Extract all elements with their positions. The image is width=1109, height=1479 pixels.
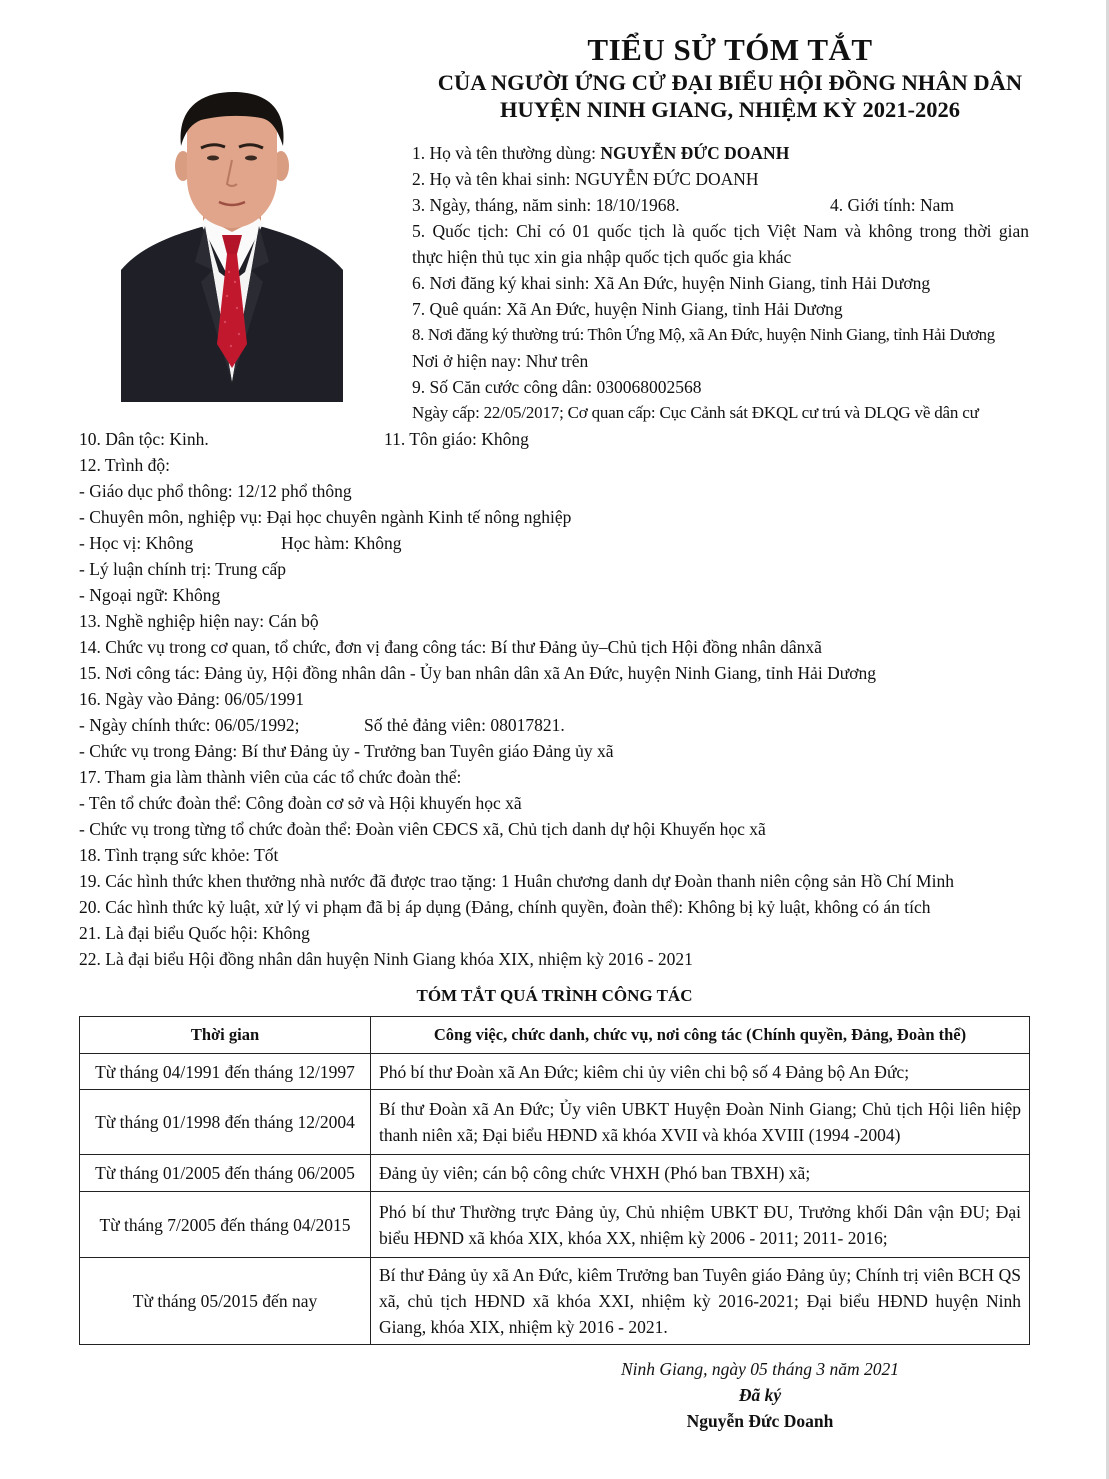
info-line-12c-degree: - Học vị: Không — [79, 533, 194, 553]
info-line-15: 15. Nơi công tác: Đảng ủy, Hội đồng nhân dân - Ủy ban nhân dân xã An Đức, huyện Ninh Giang, tỉnh Hải Dương — [79, 663, 876, 683]
info-line-13: 13. Nghề nghiệp hiện nay: Cán bộ — [79, 611, 319, 631]
table-row — [80, 1090, 1030, 1155]
info-line-8: 8. Nơi đăng ký thường trú: Thôn Ứng Mộ, xã An Đức, huyện Ninh Giang, tỉnh Hải Dương — [412, 325, 995, 344]
info-line-9: 9. Số Căn cước công dân: 030068002568 — [412, 377, 702, 397]
info-line-16a-date: - Ngày chính thức: 06/05/1992; — [79, 715, 300, 735]
document-subtitle-1: CỦA NGƯỜI ỨNG CỬ ĐẠI BIỂU HỘI ĐỒNG NHÂN DÂN — [437, 70, 1023, 95]
info-line-8b: Nơi ở hiện nay: Như trên — [412, 351, 589, 371]
full-name: NGUYỄN ĐỨC DOANH — [600, 143, 790, 163]
work-history-title: TÓM TẮT QUÁ TRÌNH CÔNG TÁC — [416, 986, 693, 1005]
description-cell: Bí thư Đoàn xã An Đức; Ủy viên UBKT Huyện Đoàn Ninh Giang; Chủ tịch Hội liên hiệp thanh niên xã; Đại biểu HĐND xã khóa XVII và khóa XVIII (1994 -2004) — [371, 1090, 1030, 1155]
info-line-20: 20. Các hình thức kỷ luật, xử lý vi phạm đã bị áp dụng (Đảng, chính quyền, đoàn thể): Không bị kỷ luật, không có án tích — [79, 897, 931, 917]
table-row — [80, 1155, 1030, 1192]
info-line-10: 10. Dân tộc: Kinh. — [79, 429, 209, 449]
table-row — [80, 1192, 1030, 1258]
signature-status: Đã ký — [738, 1385, 782, 1405]
info-line-12d: - Lý luận chính trị: Trung cấp — [79, 559, 287, 579]
signature-place-date: Ninh Giang, ngày 05 tháng 3 năm 2021 — [620, 1359, 900, 1379]
info-line-2: 2. Họ và tên khai sinh: NGUYỄN ĐỨC DOANH — [412, 169, 759, 189]
info-line-12: 12. Trình độ: — [79, 455, 170, 475]
info-line-5b: thực hiện thủ tục xin gia nhập quốc tịch quốc gia khác — [412, 247, 792, 267]
info-line-17: 17. Tham gia làm thành viên của các tổ chức đoàn thể: — [79, 767, 462, 787]
description-cell: Bí thư Đảng ủy xã An Đức, kiêm Trưởng ban Tuyên giáo Đảng ủy; Chính trị viên BCH QS xã, chủ tịch HĐND xã khóa XXI, nhiệm kỳ 2016-2021; Đại biểu HĐND huyện Ninh Giang, khóa XIX, nhiệm kỳ 2016 - 2021. — [371, 1258, 1030, 1345]
period-cell: Từ tháng 7/2005 đến tháng 04/2015 — [80, 1192, 371, 1258]
info-line-1 — [412, 142, 789, 164]
table-row — [80, 1258, 1030, 1345]
info-line-19: 19. Các hình thức khen thưởng nhà nước đã được trao tặng: 1 Huân chương danh dự Đoàn thanh niên cộng sản Hồ Chí Minh — [79, 871, 954, 891]
info-line-12a: - Giáo dục phổ thông: 12/12 phổ thông — [79, 481, 352, 501]
info-line-16b: - Chức vụ trong Đảng: Bí thư Đảng ủy - Trưởng ban Tuyên giáo Đảng ủy xã — [79, 741, 614, 761]
period-cell: Từ tháng 01/1998 đến tháng 12/2004 — [80, 1090, 371, 1155]
info-line-5a: 5. Quốc tịch: Chỉ có 01 quốc tịch là quốc tịch Việt Nam và không trong thời gian — [412, 221, 1029, 241]
info-line-11: 11. Tôn giáo: Không — [384, 429, 529, 449]
info-line-9b: Ngày cấp: 22/05/2017; Cơ quan cấp: Cục Cảnh sát ĐKQL cư trú và DLQG về dân cư — [412, 403, 979, 422]
info-line-12b: - Chuyên môn, nghiệp vụ: Đại học chuyên ngành Kinh tế nông nghiệp — [79, 507, 572, 527]
info-line-16: 16. Ngày vào Đảng: 06/05/1991 — [79, 689, 305, 709]
info-line-16a-card: Số thẻ đảng viên: 08017821. — [364, 715, 565, 735]
info-line-17a: - Tên tổ chức đoàn thể: Công đoàn cơ sở và Hội khuyến học xã — [79, 793, 522, 813]
period-cell: Từ tháng 04/1991 đến tháng 12/1997 — [80, 1054, 371, 1090]
info-line-18: 18. Tình trạng sức khỏe: Tốt — [79, 845, 279, 865]
description-cell: Phó bí thư Đoàn xã An Đức; kiêm chi ủy viên chi bộ số 4 Đảng bộ An Đức; — [371, 1054, 1030, 1090]
info-line-1-label: 1. Họ và tên thường dùng: — [412, 143, 601, 163]
column-header-description: Công việc, chức danh, chức vụ, nơi công tác (Chính quyền, Đảng, Đoàn thể) — [371, 1017, 1030, 1054]
work-history-table — [79, 1016, 1030, 1345]
info-line-12c-title: Học hàm: Không — [281, 533, 402, 553]
info-line-14: 14. Chức vụ trong cơ quan, tổ chức, đơn vị đang công tác: Bí thư Đảng ủy–Chủ tịch Hội đồng nhân dânxã — [79, 637, 822, 657]
signatory-name: Nguyễn Đức Doanh — [686, 1411, 834, 1431]
column-header-time: Thời gian — [80, 1017, 371, 1054]
period-cell: Từ tháng 05/2015 đến nay — [80, 1258, 371, 1345]
info-line-4: 4. Giới tính: Nam — [830, 195, 954, 215]
info-line-17b: - Chức vụ trong từng tổ chức đoàn thể: Đoàn viên CĐCS xã, Chủ tịch danh dự hội Khuyến học xã — [79, 819, 766, 839]
document-title: TIỂU SỬ TÓM TẮT — [587, 32, 873, 67]
info-line-21: 21. Là đại biểu Quốc hội: Không — [79, 923, 310, 943]
info-line-7: 7. Quê quán: Xã An Đức, huyện Ninh Giang, tỉnh Hải Dương — [412, 299, 843, 319]
period-cell: Từ tháng 01/2005 đến tháng 06/2005 — [80, 1155, 371, 1192]
info-line-22: 22. Là đại biểu Hội đồng nhân dân huyện Ninh Giang khóa XIX, nhiệm kỳ 2016 - 2021 — [79, 949, 693, 969]
portrait-photo — [121, 82, 343, 402]
table-header-row — [80, 1017, 1030, 1054]
info-line-6: 6. Nơi đăng ký khai sinh: Xã An Đức, huyện Ninh Giang, tỉnh Hải Dương — [412, 273, 931, 293]
document-subtitle-2: HUYỆN NINH GIANG, NHIỆM KỲ 2021-2026 — [499, 97, 960, 122]
description-cell: Đảng ủy viên; cán bộ công chức VHXH (Phó ban TBXH) xã; — [371, 1155, 1030, 1192]
info-line-3: 3. Ngày, tháng, năm sinh: 18/10/1968. — [412, 195, 680, 215]
description-cell: Phó bí thư Thường trực Đảng ủy, Chủ nhiệm UBKT ĐU, Trưởng khối Dân vận ĐU; Đại biểu HĐND xã khóa XIX, khóa XX, nhiệm kỳ 2006 - 2011; 2011- 2016; — [371, 1192, 1030, 1258]
table-row — [80, 1054, 1030, 1090]
info-line-12e: - Ngoại ngữ: Không — [79, 585, 221, 605]
